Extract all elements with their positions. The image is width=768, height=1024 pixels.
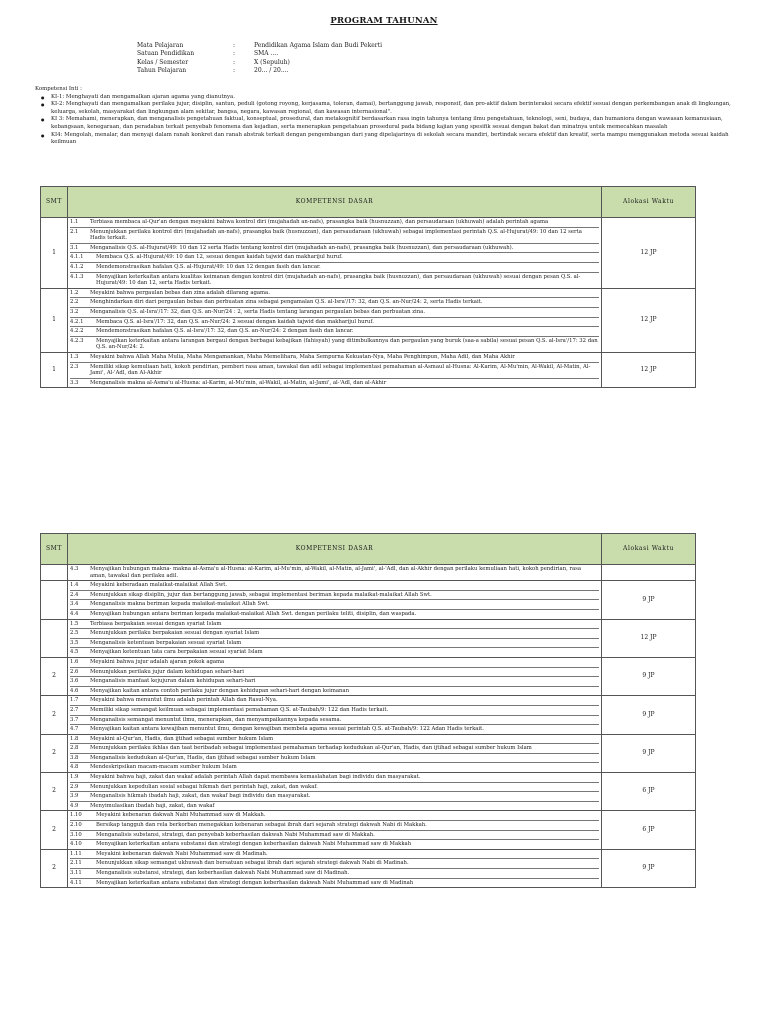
kd-code: 2.6 — [70, 668, 79, 675]
info-label: Mata Pelajaran — [137, 42, 184, 49]
kd-code: 2.10 — [70, 822, 82, 829]
info-label: Tahun Pelajaran — [137, 66, 187, 74]
ki-item: ● KI-1: Menghayati dan mengamalkan ajaran agama yang dianutnya. — [45, 94, 735, 102]
alokasi-waktu-cell: 6 JP — [602, 773, 696, 811]
kompetensi-table-1 — [40, 186, 696, 388]
kd-item — [70, 243, 599, 252]
kd-item — [70, 762, 599, 771]
kd-item — [70, 801, 599, 810]
kd-item — [70, 659, 599, 666]
kompetensi-table-2 — [40, 533, 696, 888]
kd-code: 3.2 — [70, 308, 79, 315]
kd-item — [70, 647, 599, 656]
alokasi-waktu-cell: 9 JP — [602, 581, 696, 619]
kd-text: Menganalisis kedudukan al-Qur'an, Hadis, dan ijtihad sebagai sumber hukum Islam — [90, 754, 316, 761]
kd-text: Meyakini kebenaran dakwah Nabi Muhammad saw di Makkah. — [96, 812, 266, 819]
kd-item — [70, 774, 599, 781]
kd-item — [70, 219, 599, 226]
kd-text: Menghindarkan diri dari pergaulan bebas dan perbuatan zina sebagai pengamalan Q.S. al-Isra'/17: 32, dan Q.S. an-Nur/24: 2, serta Hadis terkait. — [90, 299, 483, 306]
kompetensi-cell — [68, 811, 602, 849]
kd-text: Menunjukkan kepedulian sosial sebagai hikmah dari perintah haji, zakat, dan wakaf. — [90, 783, 318, 790]
kd-code: 2.5 — [70, 630, 79, 637]
kompetensi-cell — [68, 657, 602, 695]
kd-code: 2.11 — [70, 860, 82, 867]
kd-item — [70, 354, 599, 361]
header-kompetensi-dasar: KOMPETENSI DASAR — [68, 187, 602, 218]
kd-code: 4.2.2 — [70, 328, 84, 335]
kd-code: 4.1.1 — [70, 254, 84, 261]
kd-item — [70, 227, 599, 242]
kompetensi-cell — [68, 581, 602, 619]
header-smt: SMT — [41, 534, 68, 565]
kd-item — [70, 812, 599, 819]
table-header-row — [41, 187, 696, 218]
kd-text: Terbiasa berpakaian sesuai dengan syariat Islam — [90, 620, 222, 627]
kompetensi-inti — [35, 86, 735, 147]
kompetensi-cell — [68, 734, 602, 772]
kd-text: Menyajikan kaitan antara contoh perilaku jujur dengan kehidupan sehari-hari dengan keimanan — [90, 687, 349, 694]
kd-code: 4.9 — [70, 802, 79, 809]
kd-text: Menunjukkan perilaku berpakaian sesuai dengan syariat Islam — [90, 630, 260, 637]
info-row — [137, 50, 382, 58]
kd-code: 2.8 — [70, 745, 79, 752]
kd-code: 1.11 — [70, 850, 82, 857]
info-row — [137, 42, 382, 50]
kd-text: Mendemonstrasikan hafalan Q.S. al-Isra'/17: 32, dan Q.S. an-Nur/24: 2 dengan fasih dan lancar. — [96, 328, 354, 335]
info-colon: : — [233, 42, 236, 49]
kd-text: Menganalisis substansi, strategi, dan keberhasilan dakwah Nabi Muhammad saw di Madinah. — [96, 870, 350, 876]
info-label: Kelas / Semester — [137, 58, 189, 66]
kd-item — [70, 566, 599, 579]
kd-code: 4.7 — [70, 726, 79, 733]
table-row — [41, 581, 696, 619]
kd-item — [70, 252, 599, 261]
kd-text: Meyakini al-Qur'an, Hadis, dan ijtihad sebagai sumber hukum Islam — [90, 735, 274, 742]
kd-item — [70, 667, 599, 676]
kd-text: Bersikap tangguh dan rela berkorban menegakkan kebenaran sebagai ibrah dari sejarah strategi dakwah Nabi di Makkah. — [96, 822, 427, 829]
kd-code: 2.2 — [70, 299, 79, 306]
kd-code: 1.7 — [70, 697, 79, 704]
kd-code: 3.6 — [70, 678, 79, 685]
kd-text: Menyajikan keterkaitan antara larangan bergaul dengan berbagai kebajikan (fahisyah) yang ditimbulkannya dan pergaulan yang buruk (saa-a sabila) sesuai pesan Q.S. al-Isra'/17: 32 dan Q.S. an-Nur/24: 2. — [96, 337, 598, 351]
kd-item — [70, 858, 599, 867]
kd-code: 2.3 — [70, 363, 79, 370]
kd-code: 4.2.3 — [70, 337, 84, 344]
kd-code: 4.6 — [70, 687, 79, 694]
kd-item — [70, 628, 599, 637]
kd-code: 4.3 — [70, 566, 79, 572]
kd-text: Meyakini bahwa haji, zakat dan wakaf adalah perintah Allah dapat membawa kemaslahatan bagi individu dan masyarakat. — [90, 774, 421, 781]
kd-item — [70, 878, 599, 887]
info-colon: : — [233, 66, 236, 74]
semester-cell: 2 — [41, 657, 68, 695]
kd-item — [70, 326, 599, 335]
alokasi-waktu-cell: 9 JP — [602, 849, 696, 887]
kd-item — [70, 272, 599, 287]
kd-code: 4.1.2 — [70, 263, 84, 270]
kd-text: Membaca Q.S. al-Isra'/17: 32, dan Q.S. an-Nur/24: 2 sesuai dengan kaidah tajwid dan makharijul huruf. — [96, 318, 374, 325]
kd-code: 4.11 — [70, 879, 82, 886]
kd-text: Menunjukkan sikap semangat ukhuwah dan bersatuan sebagai ibrah dari sejarah strategi dakwah Nabi di Madinah. — [96, 860, 409, 867]
kd-code: 1.4 — [70, 582, 79, 589]
kd-code: 2.1 — [70, 228, 79, 235]
kd-text: Menunjukkan sikap disiplin, jujur dan bertanggung jawab, sebagai implementasi beriman kepada malaikat-malaikat Allah Swt. — [90, 591, 432, 598]
kd-code: 3.1 — [70, 244, 79, 251]
kd-text: Menyajikan keterkaitan antara substansi dan strategi dengan keberhasilan dakwah Nabi Muhammad saw di Makkah — [96, 841, 412, 848]
kd-item — [70, 621, 599, 628]
alokasi-waktu-cell: 9 JP — [602, 657, 696, 695]
ki-item: ● KI 3: Memahami, menerapkan, dan menganalisis pengetahuan faktual, konseptual, prosedural, dan metakognitif berdasarkan rasa ingin tahunya tentang ilmu pengetahuan, teknologi, seni, budaya, dan humaniora dengan wawasan kemanusiaan, kebangsaan, kenegaraan, dan peradaban terkait penyebab fenomena dan kejadian, serta menerapkan pengetahuan prosedural pada bidang kajian yang spesifik sesuai dengan bakat dan minatnya untuk memecahkan masalah — [45, 116, 735, 131]
kd-item — [70, 336, 599, 351]
alokasi-waktu-cell: 9 JP — [602, 734, 696, 772]
kd-text: Menganalisis ketentuan berpakaian sesuai syariat Islam — [90, 639, 242, 646]
kd-code: 3.9 — [70, 793, 79, 800]
header-alokasi-waktu: Alokasi Waktu — [602, 534, 696, 565]
kompetensi-cell — [68, 218, 602, 289]
kd-item — [70, 290, 599, 297]
kd-item — [70, 715, 599, 724]
ki-item: ● KI4: Mengolah, menalar, dan menyaji dalam ranah konkret dan ranah abstrak terkait dengan pengembangan dari yang dipelajarinya di sekolah secara mandiri, bertindak secara efektif dan kreatif, serta mampu menggunakan metoda sesuai kaidah keilmuan — [45, 132, 735, 147]
kd-text: Menyimulasikan ibadah haji, zakat, dan wakaf — [90, 802, 215, 809]
kd-item — [70, 736, 599, 743]
kompetensi-cell — [68, 352, 602, 387]
kd-code: 1.9 — [70, 774, 79, 781]
kd-item — [70, 599, 599, 608]
ki-list — [35, 94, 735, 147]
kd-code: 4.10 — [70, 841, 82, 848]
kd-code: 3.4 — [70, 601, 79, 608]
kd-text: Menganalisis Q.S. al-Hujurat/49: 10 dan 12 serta Hadis tentang kontrol diri (mujahadah an-nafs), prasangka baik (husnuzzan), dan persaudaraan (ukhuwah). — [90, 244, 514, 251]
kd-text: Menyajikan ketentuan tata cara berpakaian sesuai syariat Islam — [90, 649, 263, 656]
ki-item: ● KI-2: Menghayati dan mengamalkan perilaku jujur, disiplin, santun, peduli (gotong royong, kerjasama, toleran, damai), bertanggung jawab, responsif, dan pro-aktif dalam berinteraksi secara efektif sesuai dengan perkembangan anak di lingkungan, keluarga, sekolah, masyarakat dan lingkungan alam sekitar, bangsa, negara, kawasan regional, dan kawasan internasional". — [45, 101, 735, 116]
kd-code: 3.5 — [70, 639, 79, 646]
semester-cell: 1 — [41, 218, 68, 289]
kd-text: Meyakini keberadaan malaikat-malaikat Allah Swt. — [90, 582, 228, 589]
kd-code: 3.7 — [70, 716, 79, 723]
kd-text: Membaca Q.S. al-Hujurat/49: 10 dan 12, sesuai dengan kaidah tajwid dan makharijul huruf. — [96, 254, 343, 261]
header-alokasi-waktu: Alokasi Waktu — [602, 187, 696, 218]
kd-item — [70, 262, 599, 271]
kd-text: Menganalisis hikmah ibadah haji, zakat, dan wakaf bagi individu dan masyarakat. — [90, 793, 311, 800]
kd-text: Menyajikan keterkaitan antara kualitas keimanan dengan kontrol diri (mujahadah an-nafs), prasangka baik (husnuzzan), dan persaudaraan (ukhuwah) sesuai dengan pesan Q.S. al-Hujurat/49: 10 dan 12, serta Hadis terkait. — [96, 273, 581, 287]
alokasi-waktu-cell: 12 JP — [602, 288, 696, 352]
kd-text: Menyajikan hubungan antara beriman kepada malaikat-malaikat Allah Swt. dengan perilaku teliti, disiplin, dan waspada. — [90, 610, 417, 617]
header-kompetensi-dasar: KOMPETENSI DASAR — [68, 534, 602, 565]
kd-text: Menganalisis semangat menuntut ilmu, menerapkan, dan menyampaikannya kepada sesama. — [90, 716, 342, 723]
kd-text: Mendemonstrasikan hafalan Q.S. al-Hujurat/49: 10 dan 12 dengan fasih dan lancar. — [96, 263, 321, 270]
kd-item — [70, 724, 599, 733]
kd-code: 2.7 — [70, 706, 79, 713]
alokasi-waktu-cell: 9 JP — [602, 696, 696, 734]
kd-item — [70, 697, 599, 704]
kd-item — [70, 307, 599, 316]
kd-code: 3.11 — [70, 870, 82, 876]
kd-item — [70, 830, 599, 839]
kd-item — [70, 378, 599, 387]
kd-item — [70, 868, 599, 877]
kd-text: Mendeskripsikan macam-macam sumber hukum Islam — [90, 764, 237, 771]
kd-code: 4.5 — [70, 649, 79, 656]
info-row — [137, 59, 382, 67]
table-row — [41, 696, 696, 734]
kompetensi-cell — [68, 288, 602, 352]
kd-code: 4.2.1 — [70, 318, 84, 325]
kd-text: Meyakini bahwa pergaulan bebas dan zina adalah dilarang agama. — [90, 289, 270, 296]
table-row — [41, 565, 696, 581]
table-row — [41, 773, 696, 811]
kd-text: Menyajikan kaitan antara kewajiban menuntut ilmu, dengan kewajiban membela agama sesuai perintah Q.S. at-Taubah/9: 122 Adan Hadis terkait. — [90, 726, 484, 733]
kd-item — [70, 791, 599, 800]
kompetensi-cell — [68, 849, 602, 887]
kd-text: Memiliki sikap kemuliaan hati, kokoh pendirian, pemberi rasa aman, tawakal dan adil sebagai implementasi pemahaman al-Asmaul al-Husna: Al-Karim, Al-Mu'min, Al-Wakil, Al-Matin, Al-Jami', Al-'Adl, dan Al-Akhir — [90, 363, 591, 377]
kd-item — [70, 820, 599, 829]
kd-item — [70, 705, 599, 714]
kd-text: Menyajikan hubungan makna- makna al-Asma'u al-Husna: al-Karim, al-Mu'min, al-Wakil, al-Matin, al-Jami', al-'Adl, dan al-Akhir dengan perilaku kemuliaan hati, kokoh pendirian, rasa aman, tawakal dan perilaku adil. — [90, 566, 582, 579]
kompetensi-cell — [68, 696, 602, 734]
kd-item — [70, 590, 599, 599]
kd-code: 2.4 — [70, 591, 79, 598]
table-row — [41, 619, 696, 657]
kd-item — [70, 317, 599, 326]
kd-code: 3.3 — [70, 379, 79, 386]
alokasi-waktu-cell: 12 JP — [602, 218, 696, 289]
kd-code: 1.1 — [70, 219, 79, 225]
kd-item — [70, 676, 599, 685]
kd-item — [70, 753, 599, 762]
kd-item — [70, 839, 599, 848]
kd-text: Meyakini bahwa jujur adalah ajaran pokok agama — [90, 658, 225, 665]
alokasi-waktu-cell: 12 JP — [602, 352, 696, 387]
kompetensi-cell — [68, 565, 602, 581]
kd-item — [70, 743, 599, 752]
table-row — [41, 288, 696, 352]
table-row — [41, 352, 696, 387]
kd-code: 4.4 — [70, 610, 79, 617]
kd-text: Meyakini bahwa menuntut ilmu adalah perintah Allah dan Rasul-Nya. — [90, 697, 278, 704]
info-value: Pendidikan Agama Islam dan Budi Pekerti — [254, 42, 382, 49]
semester-cell: 2 — [41, 734, 68, 772]
kompetensi-cell — [68, 773, 602, 811]
info-value: 20... / 20.... — [254, 66, 289, 74]
kd-code: 1.5 — [70, 620, 79, 627]
kd-item — [70, 851, 599, 858]
document-title: PROGRAM TAHUNAN — [330, 16, 438, 26]
kd-text: Menganalisis makna beriman kepada malaikat-malaikat Allah Swt. — [90, 601, 270, 608]
table-row — [41, 811, 696, 849]
kd-text: Meyakini bahwa Allah Maha Mulia, Maha Mengamankan, Maha Memelihara, Maha Sempurna Kekuatan-Nya, Maha Penghimpun, Maha Adil, dan Maha Akhir — [90, 353, 515, 360]
kd-text: Menganalisis makna al-Asma'u al-Husna: al-Karim, al-Mu'min, al-Wakil, al-Matin, al-Jami', al-'Adl, dan al-Akhir — [90, 379, 387, 386]
kd-text: Memiliki sikap semangat keilmuan sebagai implementasi pemahaman Q.S. at-Taubah/9: 122 dan Hadis terkait. — [90, 706, 389, 713]
semester-cell — [41, 565, 68, 581]
kd-text: Terbiasa membaca al-Qur'an dengan meyakini bahwa kontrol diri (mujahadah an-nafs), prasangka baik (husnuzzan), dan persaudaraan (ukhuwah) adalah perintah agama — [90, 219, 549, 225]
semester-cell: 1 — [41, 352, 68, 387]
kd-item — [70, 582, 599, 589]
semester-cell: 2 — [41, 849, 68, 887]
kd-text: Menunjukkan perilaku kontrol diri (mujahadah an-nafs), prasangka baik (husnuzzan), dan persaudaraan (ukhuwah) sebagai implementasi perintah Q.S. al-Hujurat/49: 10 dan 12 serta Hadis terkait. — [90, 228, 582, 242]
ki-heading: Kompetensi Inti : — [35, 86, 82, 92]
kd-code: 4.8 — [70, 764, 79, 771]
alokasi-waktu-cell — [602, 565, 696, 581]
table-row — [41, 657, 696, 695]
kd-code: 3.8 — [70, 754, 79, 761]
alokasi-waktu-cell: 6 JP — [602, 811, 696, 849]
info-row — [137, 67, 382, 75]
kd-code: 1.6 — [70, 658, 79, 665]
semester-cell: 1 — [41, 288, 68, 352]
kd-code: 3.10 — [70, 831, 82, 838]
kd-item — [70, 782, 599, 791]
table-header-row — [41, 534, 696, 565]
table-row — [41, 734, 696, 772]
kd-code: 1.2 — [70, 289, 79, 296]
kd-item — [70, 362, 599, 377]
info-value: X (Sepuluh) — [254, 58, 290, 66]
table-row — [41, 218, 696, 289]
table-row — [41, 849, 696, 887]
kompetensi-cell — [68, 619, 602, 657]
kd-item — [70, 297, 599, 306]
kd-code: 1.10 — [70, 812, 82, 819]
identity-block — [137, 42, 382, 75]
semester-cell: 2 — [41, 696, 68, 734]
kd-text: Menunjukkan perilaku jujur dalam kehidupan sehari-hari — [90, 668, 244, 675]
info-colon: : — [233, 58, 236, 66]
semester-cell — [41, 619, 68, 657]
kd-text: Menyajikan keterkaitan antara substansi dan strategi dengan keberhasilan dakwah Nabi Muhammad saw di Madinah — [96, 879, 414, 886]
kd-text: Menganalisis Q.S. al-Isra'/17: 32, dan Q.S. an-Nur/24 : 2, serta Hadis tentang larangan pergaulan bebas dan perbuatan zina. — [90, 308, 426, 315]
info-label: Satuan Pendidikan — [137, 50, 195, 58]
alokasi-waktu-cell: 12 JP — [602, 619, 696, 657]
info-colon: : — [233, 50, 236, 58]
kd-text: Menganalisis manfaat kejujuran dalam kehidupan sehari-hari — [90, 678, 256, 685]
kd-item — [70, 686, 599, 695]
semester-cell: 2 — [41, 811, 68, 849]
kd-item — [70, 609, 599, 618]
kd-code: 4.1.3 — [70, 273, 84, 280]
kd-code: 1.3 — [70, 353, 79, 360]
semester-cell — [41, 581, 68, 619]
kd-code: 2.9 — [70, 783, 79, 790]
semester-cell: 2 — [41, 773, 68, 811]
kd-text: Menunjukkan perilaku ikhlas dan taat beribadah sebagai implementasi pemahaman terhadap kedudukan al-Qur'an, Hadis, dan ijtihad sebagai sumber hukum Islam — [90, 745, 532, 752]
kd-text: Menganalisis substansi, strategi, dan penyebab keberhasilan dakwah Nabi Muhammad saw di Makkah. — [96, 831, 375, 838]
kd-text: Meyakini kebenaran dakwah Nabi Muhammad saw di Madinah. — [96, 850, 268, 857]
kd-code: 1.8 — [70, 735, 79, 742]
header-smt: SMT — [41, 187, 68, 218]
info-value: SMA .... — [254, 50, 279, 58]
kd-item — [70, 638, 599, 647]
